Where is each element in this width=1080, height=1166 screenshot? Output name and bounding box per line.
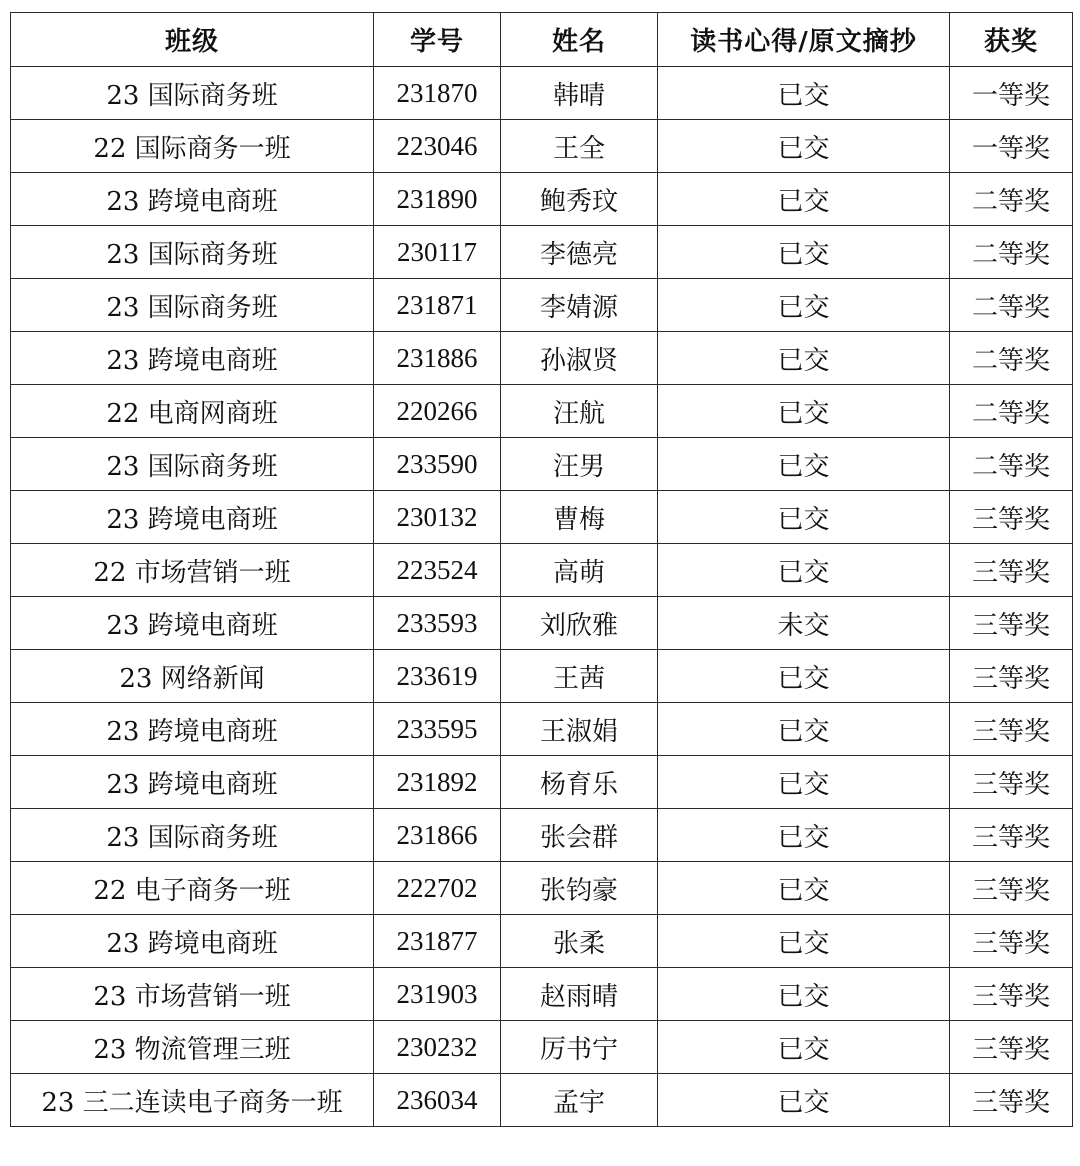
student-id-cell: 223524 bbox=[374, 544, 501, 597]
table-row bbox=[11, 279, 1073, 332]
award-cell: 二等奖 bbox=[950, 279, 1073, 332]
student-id-cell: 230117 bbox=[374, 226, 501, 279]
award-cell: 三等奖 bbox=[950, 491, 1073, 544]
name-cell: 李德亮 bbox=[501, 226, 658, 279]
class-cell: 23 国际商务班 bbox=[11, 67, 374, 120]
name-cell: 曹梅 bbox=[501, 491, 658, 544]
class-cell: 23 跨境电商班 bbox=[11, 173, 374, 226]
award-cell: 二等奖 bbox=[950, 438, 1073, 491]
table-row bbox=[11, 438, 1073, 491]
name-cell: 孟宇 bbox=[501, 1074, 658, 1127]
class-cell: 23 跨境电商班 bbox=[11, 703, 374, 756]
student-id-cell: 231866 bbox=[374, 809, 501, 862]
reading-notes-cell: 已交 bbox=[658, 915, 950, 968]
name-cell: 王茜 bbox=[501, 650, 658, 703]
class-cell: 23 跨境电商班 bbox=[11, 756, 374, 809]
class-cell: 23 物流管理三班 bbox=[11, 1021, 374, 1074]
table-row bbox=[11, 544, 1073, 597]
student-id-cell: 233590 bbox=[374, 438, 501, 491]
table-row bbox=[11, 491, 1073, 544]
reading-notes-cell: 未交 bbox=[658, 597, 950, 650]
award-cell: 一等奖 bbox=[950, 120, 1073, 173]
award-cell: 三等奖 bbox=[950, 650, 1073, 703]
reading-notes-cell: 已交 bbox=[658, 1074, 950, 1127]
reading-notes-cell: 已交 bbox=[658, 173, 950, 226]
class-cell: 23 跨境电商班 bbox=[11, 915, 374, 968]
class-cell: 23 国际商务班 bbox=[11, 279, 374, 332]
table-row bbox=[11, 862, 1073, 915]
class-cell: 23 跨境电商班 bbox=[11, 332, 374, 385]
table-row bbox=[11, 809, 1073, 862]
reading-notes-cell: 已交 bbox=[658, 703, 950, 756]
table-row bbox=[11, 1021, 1073, 1074]
award-cell: 三等奖 bbox=[950, 703, 1073, 756]
award-cell: 二等奖 bbox=[950, 173, 1073, 226]
award-cell: 二等奖 bbox=[950, 332, 1073, 385]
reading-notes-cell: 已交 bbox=[658, 279, 950, 332]
award-cell: 三等奖 bbox=[950, 1074, 1073, 1127]
award-cell: 三等奖 bbox=[950, 1021, 1073, 1074]
award-table bbox=[10, 12, 1073, 1127]
reading-notes-cell: 已交 bbox=[658, 438, 950, 491]
table-body bbox=[11, 67, 1073, 1127]
reading-notes-cell: 已交 bbox=[658, 809, 950, 862]
award-cell: 三等奖 bbox=[950, 597, 1073, 650]
table-row bbox=[11, 67, 1073, 120]
class-cell: 22 电商网商班 bbox=[11, 385, 374, 438]
student-id-cell: 231871 bbox=[374, 279, 501, 332]
header-reading-notes: 读书心得/原文摘抄 bbox=[658, 13, 950, 67]
student-id-cell: 231903 bbox=[374, 968, 501, 1021]
name-cell: 高萌 bbox=[501, 544, 658, 597]
student-id-cell: 220266 bbox=[374, 385, 501, 438]
name-cell: 孙淑贤 bbox=[501, 332, 658, 385]
reading-notes-cell: 已交 bbox=[658, 862, 950, 915]
name-cell: 鲍秀玟 bbox=[501, 173, 658, 226]
table-row bbox=[11, 650, 1073, 703]
name-cell: 汪男 bbox=[501, 438, 658, 491]
student-id-cell: 231892 bbox=[374, 756, 501, 809]
class-cell: 23 国际商务班 bbox=[11, 226, 374, 279]
table-row bbox=[11, 703, 1073, 756]
table-row bbox=[11, 756, 1073, 809]
student-id-cell: 230132 bbox=[374, 491, 501, 544]
class-cell: 22 电子商务一班 bbox=[11, 862, 374, 915]
table-row bbox=[11, 332, 1073, 385]
class-cell: 23 三二连读电子商务一班 bbox=[11, 1074, 374, 1127]
reading-notes-cell: 已交 bbox=[658, 650, 950, 703]
student-id-cell: 236034 bbox=[374, 1074, 501, 1127]
header-award: 获奖 bbox=[950, 13, 1073, 67]
student-id-cell: 222702 bbox=[374, 862, 501, 915]
name-cell: 杨育乐 bbox=[501, 756, 658, 809]
award-cell: 三等奖 bbox=[950, 756, 1073, 809]
table-row bbox=[11, 173, 1073, 226]
award-cell: 三等奖 bbox=[950, 862, 1073, 915]
name-cell: 张柔 bbox=[501, 915, 658, 968]
reading-notes-cell: 已交 bbox=[658, 968, 950, 1021]
table-header-row bbox=[11, 13, 1073, 67]
reading-notes-cell: 已交 bbox=[658, 756, 950, 809]
award-cell: 三等奖 bbox=[950, 809, 1073, 862]
table-row bbox=[11, 915, 1073, 968]
class-cell: 23 跨境电商班 bbox=[11, 597, 374, 650]
reading-notes-cell: 已交 bbox=[658, 1021, 950, 1074]
class-cell: 22 市场营销一班 bbox=[11, 544, 374, 597]
header-class: 班级 bbox=[11, 13, 374, 67]
table-row bbox=[11, 597, 1073, 650]
award-cell: 三等奖 bbox=[950, 915, 1073, 968]
name-cell: 韩晴 bbox=[501, 67, 658, 120]
student-id-cell: 233595 bbox=[374, 703, 501, 756]
name-cell: 张钧豪 bbox=[501, 862, 658, 915]
name-cell: 汪航 bbox=[501, 385, 658, 438]
reading-notes-cell: 已交 bbox=[658, 120, 950, 173]
award-cell: 二等奖 bbox=[950, 226, 1073, 279]
reading-notes-cell: 已交 bbox=[658, 544, 950, 597]
reading-notes-cell: 已交 bbox=[658, 67, 950, 120]
name-cell: 赵雨晴 bbox=[501, 968, 658, 1021]
reading-notes-cell: 已交 bbox=[658, 226, 950, 279]
student-id-cell: 231890 bbox=[374, 173, 501, 226]
student-id-cell: 231877 bbox=[374, 915, 501, 968]
name-cell: 王全 bbox=[501, 120, 658, 173]
header-student-id: 学号 bbox=[374, 13, 501, 67]
award-cell: 三等奖 bbox=[950, 544, 1073, 597]
student-id-cell: 233619 bbox=[374, 650, 501, 703]
reading-notes-cell: 已交 bbox=[658, 491, 950, 544]
student-id-cell: 223046 bbox=[374, 120, 501, 173]
table-row bbox=[11, 968, 1073, 1021]
student-id-cell: 230232 bbox=[374, 1021, 501, 1074]
student-id-cell: 233593 bbox=[374, 597, 501, 650]
name-cell: 张会群 bbox=[501, 809, 658, 862]
reading-notes-cell: 已交 bbox=[658, 385, 950, 438]
table-row bbox=[11, 1074, 1073, 1127]
class-cell: 23 国际商务班 bbox=[11, 438, 374, 491]
award-list-sheet bbox=[10, 12, 1072, 1127]
student-id-cell: 231886 bbox=[374, 332, 501, 385]
name-cell: 王淑娟 bbox=[501, 703, 658, 756]
table-row bbox=[11, 226, 1073, 279]
award-cell: 一等奖 bbox=[950, 67, 1073, 120]
class-cell: 23 国际商务班 bbox=[11, 809, 374, 862]
class-cell: 23 跨境电商班 bbox=[11, 491, 374, 544]
table-row bbox=[11, 120, 1073, 173]
name-cell: 李婧源 bbox=[501, 279, 658, 332]
reading-notes-cell: 已交 bbox=[658, 332, 950, 385]
class-cell: 23 市场营销一班 bbox=[11, 968, 374, 1021]
name-cell: 厉书宁 bbox=[501, 1021, 658, 1074]
award-cell: 三等奖 bbox=[950, 968, 1073, 1021]
table-row bbox=[11, 385, 1073, 438]
name-cell: 刘欣雅 bbox=[501, 597, 658, 650]
class-cell: 22 国际商务一班 bbox=[11, 120, 374, 173]
class-cell: 23 网络新闻 bbox=[11, 650, 374, 703]
student-id-cell: 231870 bbox=[374, 67, 501, 120]
award-cell: 二等奖 bbox=[950, 385, 1073, 438]
header-name: 姓名 bbox=[501, 13, 658, 67]
